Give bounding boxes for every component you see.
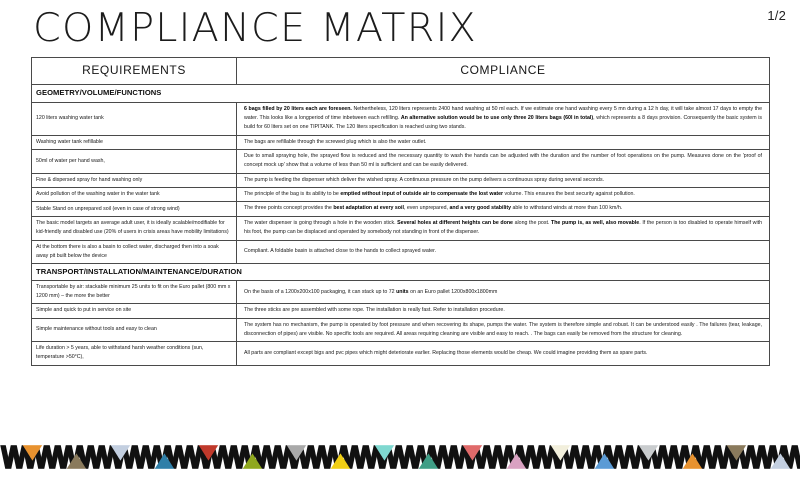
compliance-cell: The bags are refillable through the screwed plug which is also the water outlet. (237, 135, 770, 149)
requirement-cell: 120 liters washing water tank (32, 102, 237, 135)
table-row (32, 188, 770, 202)
compliance-cell: Compliant. A foldable basin is attached close to the hands to collect sprayed water. (237, 240, 770, 263)
compliance-cell: The three points concept provides the best adaptation at every soil, even unprepared, and a very good stability able to withstand winds at more than 100 km/h. (237, 202, 770, 216)
section-label: GEOMETRY/VOLUME/FUNCTIONS (32, 85, 770, 102)
chevron-pattern-svg (0, 444, 800, 470)
compliance-cell: Due to small spraying hole, the sprayed flow is reduced and the necessary quantity to wash the hands can be adjusted with the duration and the number of foot operations on the pump. Measures done on the 'proof of concept mock up' show that a volume of less than 50 ml is sufficient and can be easily delivered. (237, 150, 770, 174)
page-number: 1/2 (767, 8, 786, 23)
table-row (32, 135, 770, 149)
requirement-cell: Simple and quick to put in service on site (32, 304, 237, 318)
compliance-cell: The principle of the bag is its ability to be emptied without input of outside air to compensate the lost water volume. This ensures the best security against pollution. (237, 188, 770, 202)
compliance-cell: The water dispenser is going through a hole in the wooden stick. Several holes at different heights can be done along the post. The pump is, as well, also movable. If the person is too disabled to operate himself with his foot, the pump can be displaced and operated by somebody not standing in front of the dispenser. (237, 216, 770, 240)
compliance-cell: 6 bags filled by 20 liters each are foreseen. Nethertheless, 120 liters represents 2400 hand washing at 50 ml each. If we estimate one hand washing every 5 mn during a 12 h day, it will take almost 17 days to empty the water. This looks like a longperiod of time inbetween each refilling. An alternative solution would be to use only three 20 liters bags (60l in total), which represents a 8 days provision. Consequently the basic system is build for 60 liters set on one TIPITANK. The 120 liters specification is reached using two stands. (237, 102, 770, 135)
band-bottom-trim (0, 469, 800, 470)
table-row (32, 318, 770, 342)
table-row (32, 281, 770, 304)
table-row (32, 202, 770, 216)
compliance-cell: All parts are compliant except bigs and pvc pipes which might deteriorate earlier. Replacing those elements would be cheap. We could imagine providing them as spare parts. (237, 342, 770, 365)
requirement-cell: The basic model targets an average adult user, it is ideally scalable/modifiable for kid-friendly and disabled use (20% of users in crisis areas have mobility limitations) (32, 216, 237, 240)
requirement-cell: Life duration > 5 years, able to withstand harsh weather conditions (sun, temperature >50°C), (32, 342, 237, 365)
compliance-cell: The pump is feeding the dispenser which deliver the wished spray. A continuous pressure on the pump delivers a continuous spray during several seconds. (237, 173, 770, 187)
table-row (32, 150, 770, 174)
compliance-cell: On the basis of a 1200x200x100 packaging, it can stack up to 72 units on an Euro pallet 1200x800x1800mm (237, 281, 770, 304)
column-header-requirements: REQUIREMENTS (32, 58, 237, 85)
requirement-cell: Fine & dispersed spray for hand washing only (32, 173, 237, 187)
requirement-cell: Transportable by air: stackable minimum 25 units to fit on the Euro pallet (800 mm x 1200 mm) – the more the better (32, 281, 237, 304)
decorative-chevron-footer (0, 444, 800, 470)
table-row (32, 173, 770, 187)
requirement-cell: 50ml of water per hand wash, (32, 150, 237, 174)
section-label: TRANSPORT/INSTALLATION/MAINTENANCE/DURATION (32, 263, 770, 280)
table-body (32, 85, 770, 365)
table-header (32, 58, 770, 85)
section-header-row (32, 263, 770, 280)
table-row (32, 240, 770, 263)
table-header-row (32, 58, 770, 85)
table-row (32, 342, 770, 365)
compliance-matrix-table (31, 57, 770, 366)
compliance-cell: The three sticks are pre assembled with some rope. The installation is really fast. Refer to installation procedure. (237, 304, 770, 318)
requirement-cell: Simple maintenance without tools and easy to clean (32, 318, 237, 342)
band-top-trim (0, 444, 800, 445)
requirement-cell: At the bottom there is also a basin to collect water, discharged then into a soak away pit built below the device (32, 240, 237, 263)
table-row (32, 216, 770, 240)
section-header-row (32, 85, 770, 102)
column-header-compliance: COMPLIANCE (237, 58, 770, 85)
table-row (32, 304, 770, 318)
requirement-cell: Stable Stand on unprepared soil (even in case of strong wind) (32, 202, 237, 216)
requirement-cell: Washing water tank refillable (32, 135, 237, 149)
compliance-cell: The system has no mechanism, the pump is operated by foot pressure and when recovering its shape, pumps the water. The system is therefore simple and robust. It can be understood easily . The failures (tear, leakage, disconnection of pipes) are visible. No specific tools are required. All areas requiring cleaning are visible and easy to reach. . The bags can easily be removed from the structure for cleaning. (237, 318, 770, 342)
page-title: COMPLIANCE MATRIX (33, 6, 478, 51)
requirement-cell: Avoid pollution of the washing water in the water tank (32, 188, 237, 202)
table-row (32, 102, 770, 135)
